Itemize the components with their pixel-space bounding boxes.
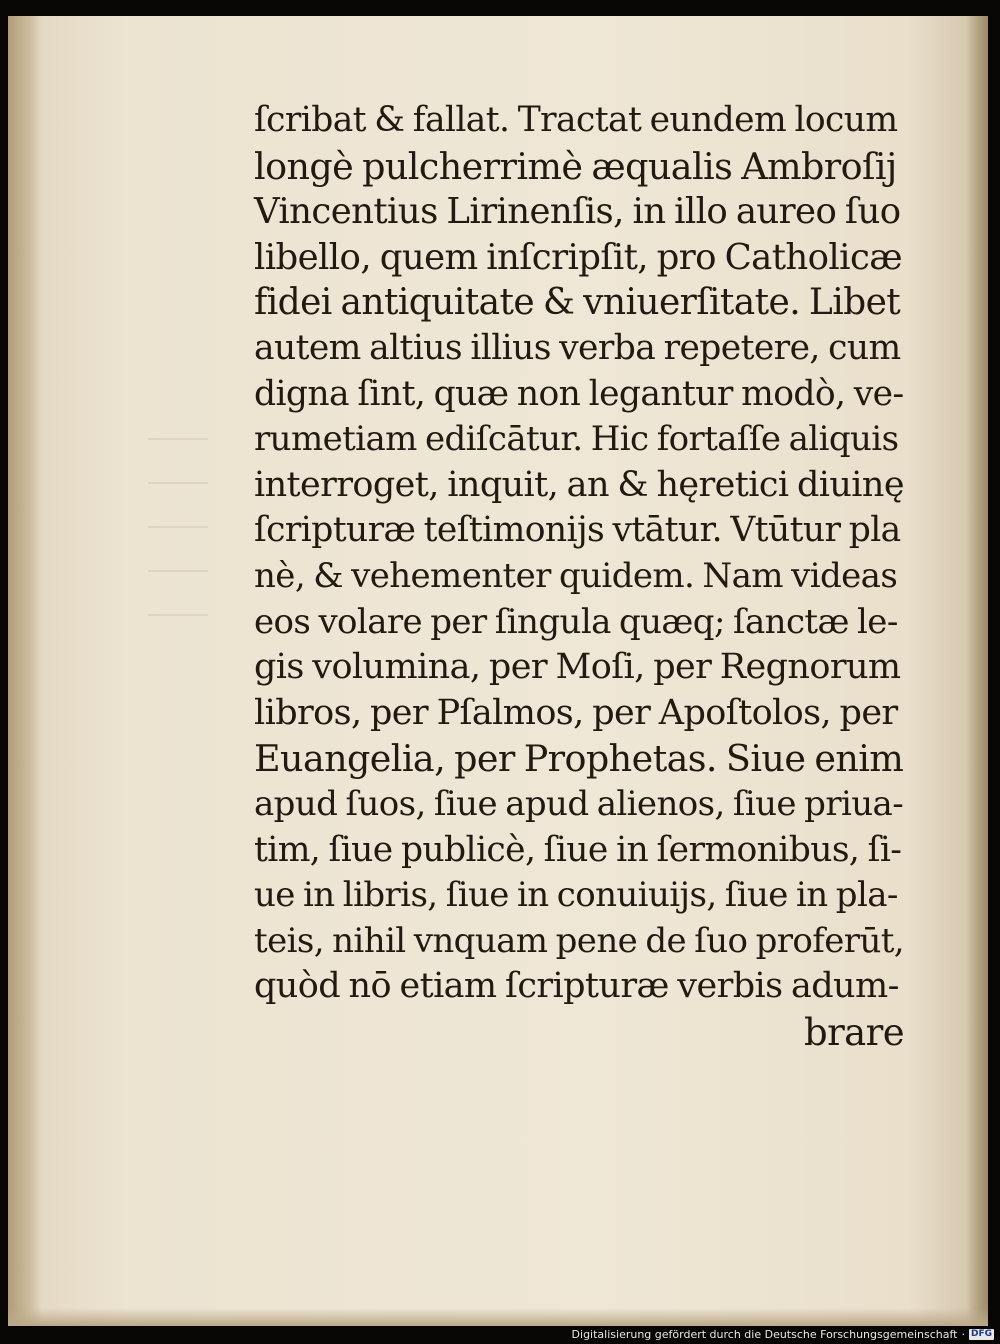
text-line: nè, & vehementer quidem. Nam videas: [254, 555, 898, 596]
text-line: libros, per Pſalmos, per Apoſtolos, per: [254, 692, 898, 733]
text-line: gis volumina, per Moſi, per Regnorum: [254, 647, 901, 688]
text-line: Euangelia, per Prophetas. Siue enim: [254, 737, 904, 781]
digitization-credit: [572, 1327, 994, 1341]
text-line: rumetiam ediſcātur. Hic fortaſſe aliquis: [254, 419, 899, 460]
text-line: ſcripturæ teſtimonijs vtātur. Vtūtur pla: [254, 510, 901, 551]
credit-text: Digitalisierung gefördert durch die Deutsche Forschungsgemeinschaft: [571, 1327, 958, 1341]
show-through-ink: [148, 396, 208, 616]
text-line: quòd nō etiam ſcripturæ verbis adum-: [254, 966, 899, 1007]
page-bottom-shadow: [8, 1308, 988, 1326]
text-line: fidei antiquitate & vniuerſitate. Libet: [254, 282, 901, 324]
text-line: apud ſuos, ſiue apud alienos, ſiue priua-: [254, 783, 904, 824]
catchword: brare: [803, 1010, 904, 1054]
body-text: [254, 98, 904, 1055]
text-line: libello, quem inſcripſit, pro Catholicæ: [254, 236, 902, 278]
text-line: tim, ſiue publicè, ſiue in ſermonibus, ſi-: [254, 829, 902, 870]
text-line: Vincentius Lirinenſis, in illo aureo ſuo: [254, 191, 901, 233]
text-line: eos volare per ſingula quæq; ſanctæ le-: [254, 601, 898, 642]
text-line: digna ſint, quæ non legantur modò, ve-: [254, 373, 904, 414]
book-page: [8, 16, 988, 1326]
text-line: longè pulcherrimè æqualis Ambroſij: [254, 144, 897, 188]
text-line: ſcribat & fallat. Tractat eundem locum: [254, 100, 898, 140]
text-line: teis, nihil vnquam pene de ſuo proferūt,: [254, 920, 905, 961]
text-line: ue in libris, ſiue in conuiuijs, ſiue in pla-: [254, 875, 898, 916]
separator-dot: ·: [961, 1327, 965, 1341]
text-line: interroget, inquit, an & hęretici diuinę: [254, 464, 904, 505]
dfg-logo: DFG: [970, 1328, 992, 1339]
page-gutter-shadow: [8, 16, 42, 1326]
text-line: autem altius illius verba repetere, cum: [254, 327, 901, 368]
page-edge-shadow: [966, 16, 988, 1326]
